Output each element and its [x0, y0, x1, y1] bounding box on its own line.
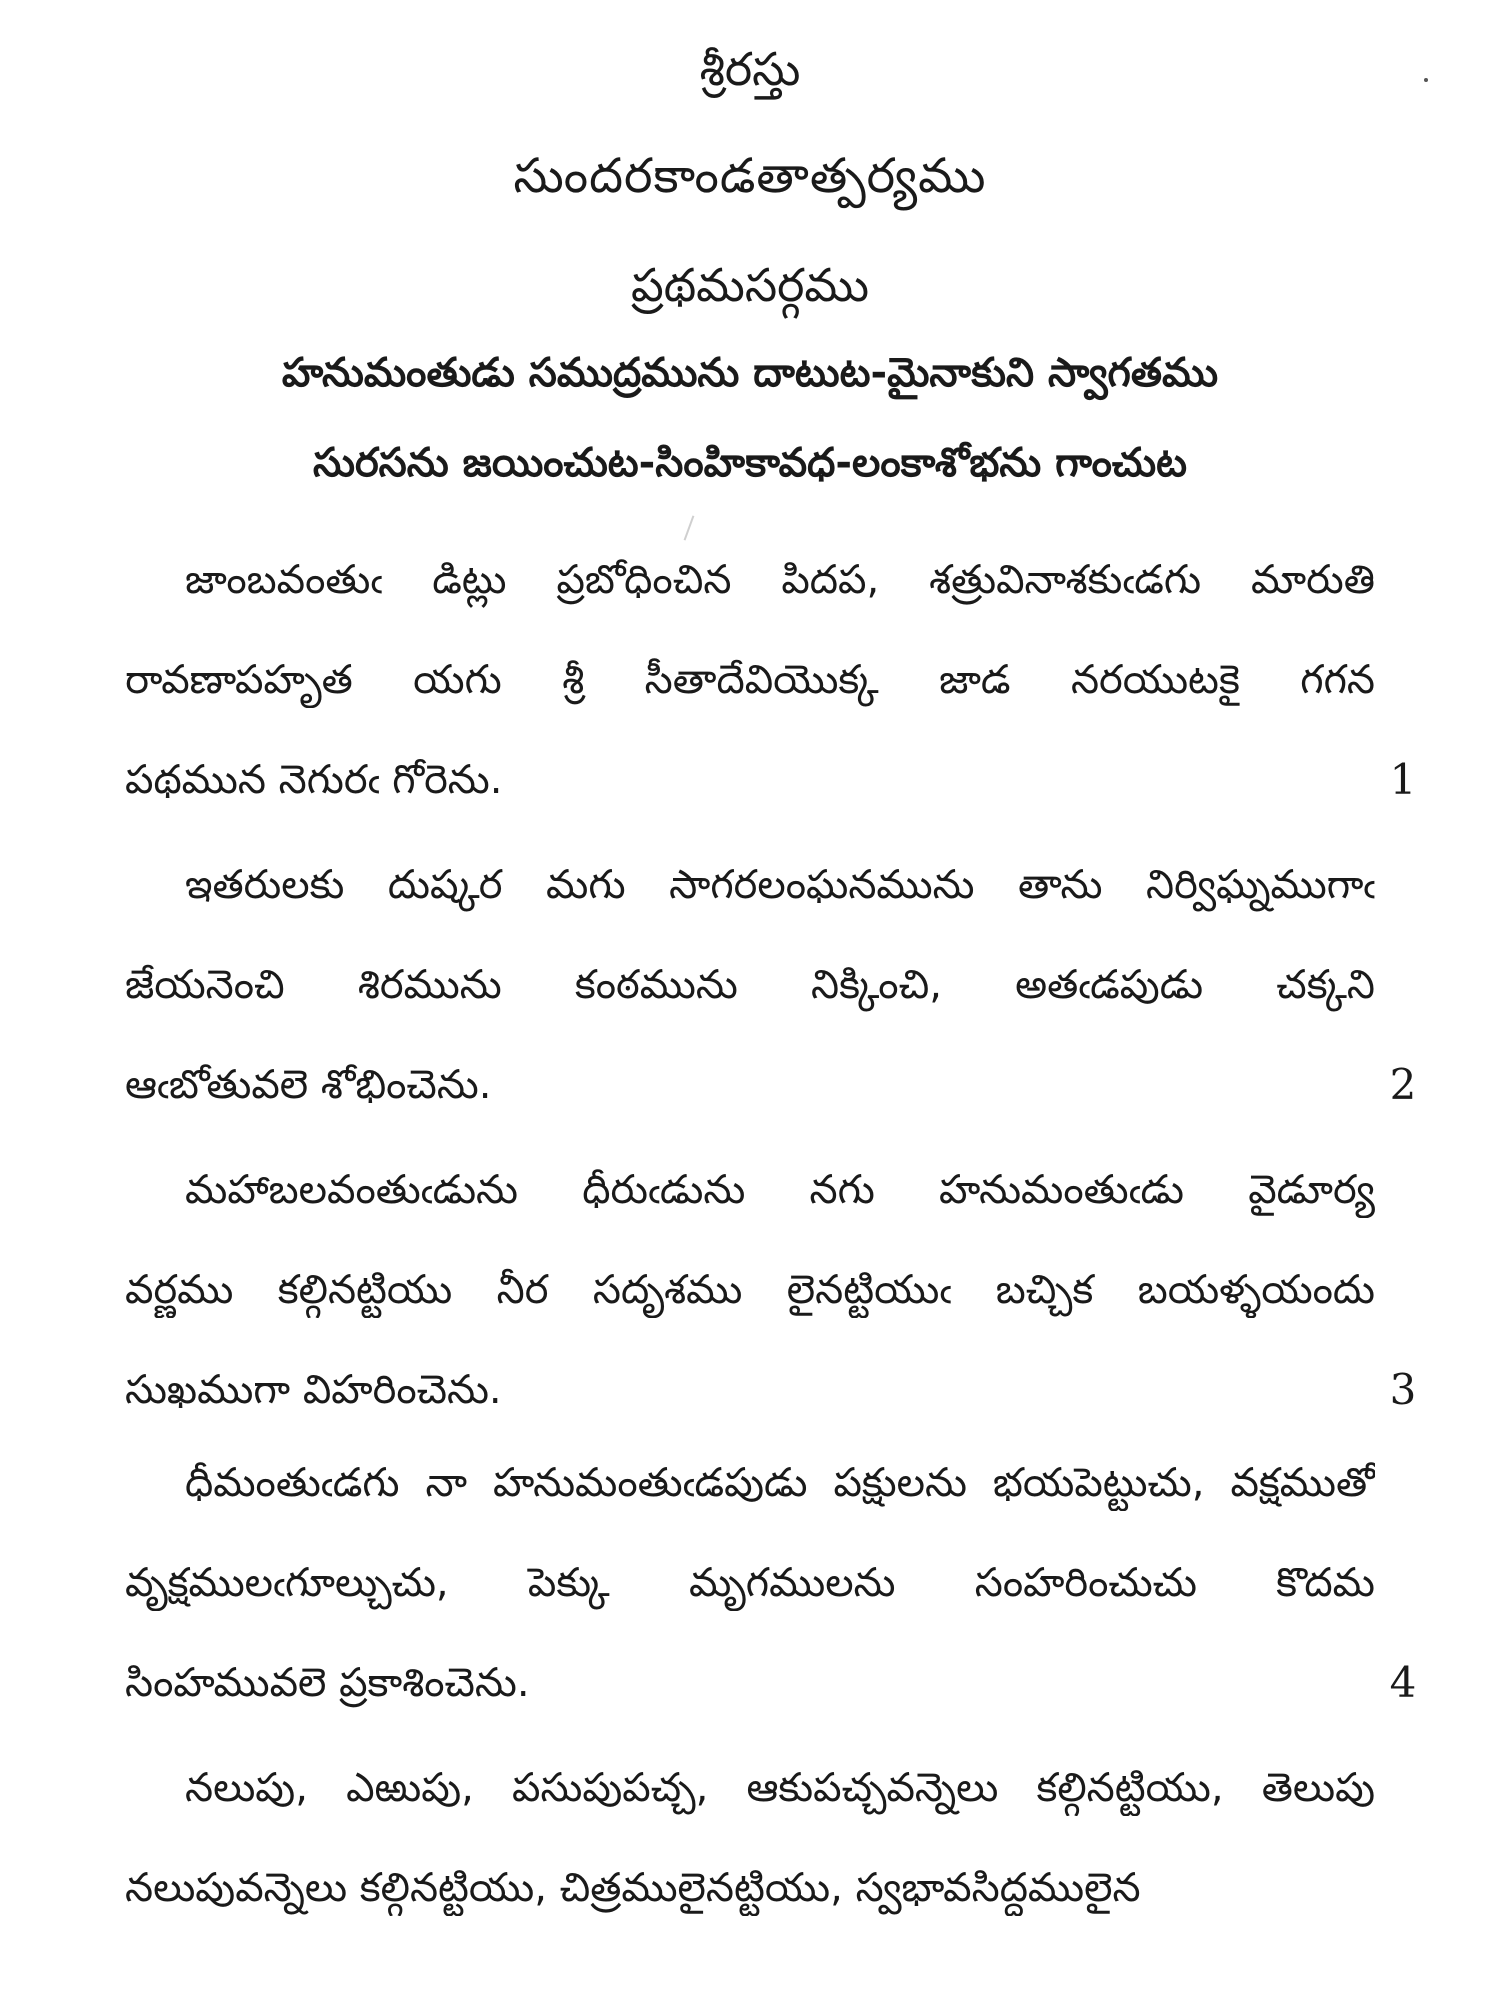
chapter-subtitle-2: సురసను జయించుట-సింహికావధ-లంకాశోభను గాంచుట [313, 440, 1187, 486]
chapter-heading: ప్రథమసర్గము [630, 258, 869, 312]
verse-number: 2 [1389, 1060, 1417, 1109]
paragraph-line: జాంబవంతుఁ డిట్లు ప్రబోధించిన పిదప, శత్రువినాశకుఁడగు మారుతి [185, 557, 1375, 603]
paragraph-line: సుఖముగా విహరించెను. [125, 1367, 502, 1413]
paragraph-line: ధీమంతుఁడగు నా హనుమంతుఁడపుడు పక్షులను భయపెట్టుచు, వక్షముతో [185, 1460, 1375, 1506]
paragraph-line: ఆఁబోతువలె శోభించెను. [125, 1062, 492, 1108]
paragraph-line: నలుపు, ఎఱుపు, పసుపుపచ్చ, ఆకుపచ్చవన్నెలు కల్గినట్టియు, తెలుపు [185, 1765, 1375, 1811]
scan-mark [684, 515, 695, 540]
paragraph-line: జేయనెంచి శిరమును కంఠమును నిక్కించి, అతఁడపుడు చక్కని [125, 962, 1375, 1008]
chapter-subtitle-1: హనుమంతుడు సముద్రమును దాటుట-మైనాకుని స్వాగతము [281, 350, 1219, 396]
paragraph-line: వర్ణము కల్గినట్టియు నీర సదృశము లైనట్టియుఁ బచ్చిక బయళ్ళయందు [125, 1267, 1375, 1313]
book-title: సుందరకాండతాత్పర్యము [513, 148, 987, 204]
paragraph-line: ఇతరులకు దుష్కర మగు సాగరలంఘనమును తాను నిర్విఘ్నముగాఁ [185, 862, 1375, 908]
paragraph-line: సింహమువలె ప్రకాశించెను. [125, 1660, 530, 1706]
verse-number: 1 [1389, 755, 1417, 804]
verse-number: 4 [1389, 1658, 1417, 1707]
paragraph-line: వృక్షములఁగూల్చుచు, పెక్కు మృగములను సంహరించుచు కొదమ [125, 1560, 1375, 1606]
paragraph-line: రావణాపహృత యగు శ్రీ సీతాదేవియొక్క జాడ నరయుటకై గగన [125, 657, 1375, 703]
invocation-heading: శ్రీరస్తు [699, 42, 801, 96]
paragraph-line: నలుపువన్నెలు కల్గినట్టియు, చిత్రములైనట్టియు, స్వభావసిద్ధములైన [125, 1865, 1141, 1911]
verse-number: 3 [1389, 1365, 1417, 1414]
paragraph-line: పథమున నెగురఁ గోరెను. [125, 757, 503, 803]
paragraph-line: మహాబలవంతుఁడును ధీరుఁడును నగు హనుమంతుఁడు వైడూర్య [185, 1167, 1375, 1213]
